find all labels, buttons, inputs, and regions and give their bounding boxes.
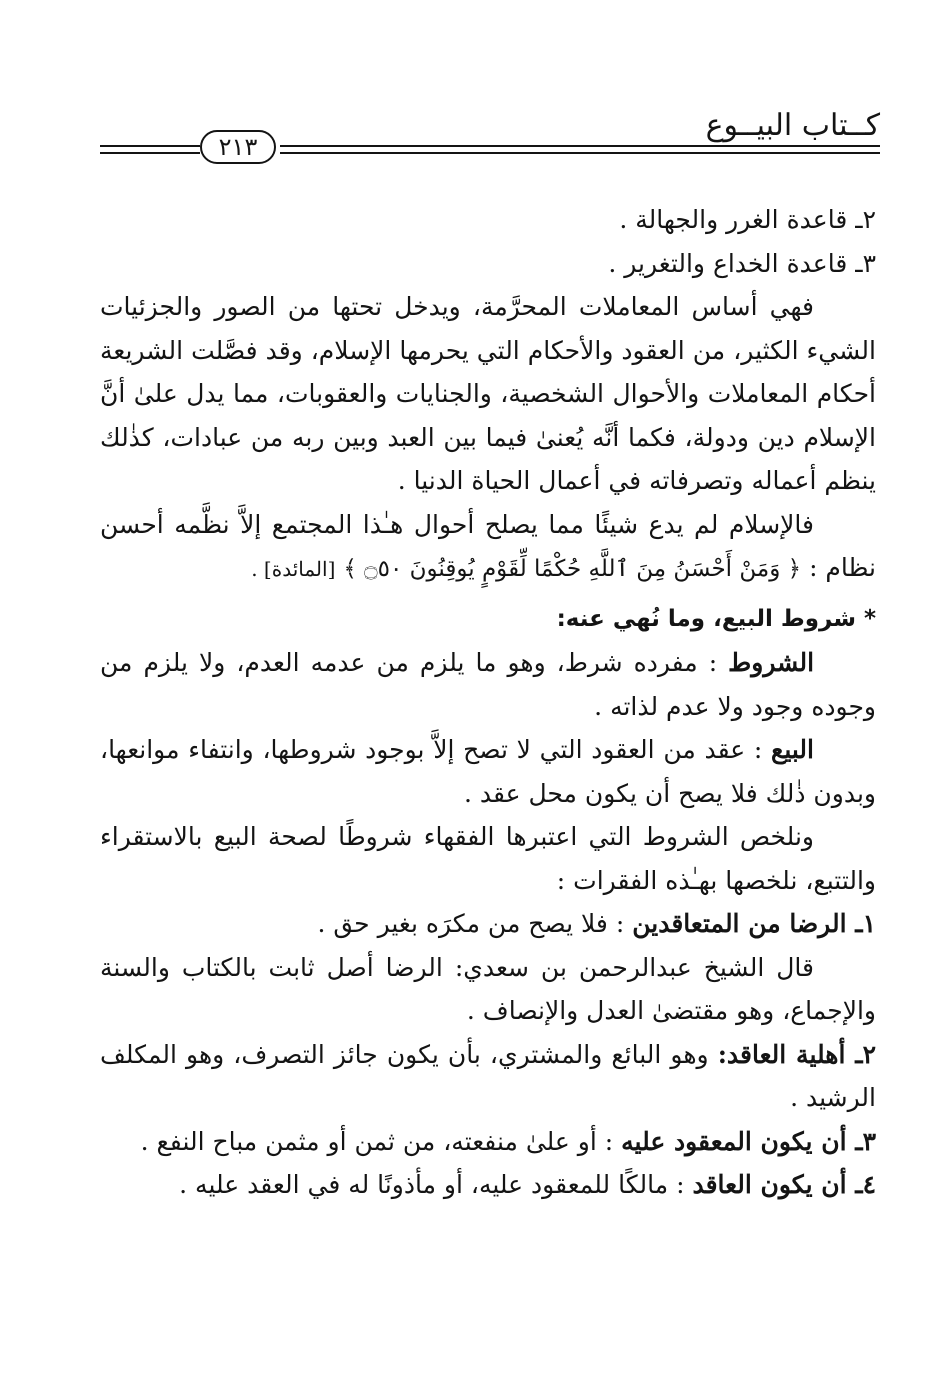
term-label: البيع [771,735,814,764]
header-rule [100,145,200,147]
page-header [100,100,880,180]
quran-verse: ﴿ وَمَنْ أَحْسَنُ مِنَ ٱللَّهِ حُكْمًا لِّقَوْمٍ يُوقِنُونَ ۝٥٠ ﴾ [343,556,802,582]
section-heading: * شروط البيع، وما نُهي عنه: [556,605,876,632]
condition-text: : مالكًا للمعقود عليه، أو مأذونًا له في العقد عليه . [179,1170,685,1199]
paragraph-summary: ونلخص الشروط التي اعتبرها الفقهاء شروطًا لصحة البيع بالاستقراء والتتبع، نلخصها بهـٰذه الفقرات : [100,822,876,895]
header-rule [100,152,200,154]
condition-label: ٤ـ أن يكون العاقد [692,1170,876,1199]
condition-3 [100,1120,876,1164]
condition-label: ١ـ الرضا من المتعاقدين [632,909,876,938]
condition-1 [100,902,876,946]
page-body [100,198,876,1207]
definition-text: : عقد من العقود التي لا تصح إلاَّ بوجود شروطها، وانتفاء موانعها، وبدون ذٰلك فلا يصح أن يكون محل عقد . [100,735,876,808]
condition-text: : فلا يصح من مكرَه بغير حق . [317,909,625,938]
condition-text: وهو البائع والمشتري، بأن يكون جائز التصرف، وهو المكلف الرشيد . [100,1039,876,1112]
definition-shurut [100,641,876,728]
condition-text: : أو علىٰ منفعته، من ثمن أو مثمن مباح النفع . [140,1126,614,1156]
rule-line-2: ٢ـ قاعدة الغرر والجهالة . [619,205,876,234]
rule-line-3: ٣ـ قاعدة الخداع والتغرير . [608,248,876,278]
condition-4 [100,1163,876,1207]
term-label: الشروط [728,648,815,677]
paragraph-islam-rules: فهي أساس المعاملات المحرَّمة، ويدخل تحتها من الصور والجزئيات الشيء الكثير، من العقود والأحكام التي يحرمها الإسلام، وقد فصَّلت الشريعة أحكام المعاملات والأحوال الشخصية، والجنايات والعقوبات، مما يدل علىٰ أنَّ الإسلام دين ودولة، فكما أنَّه يُعنىٰ فيما بين العبد وبين ربه من عبادات، كذٰلك ينظم أعماله وتصرفاته في أعمال الحياة الدنيا . [100,292,876,495]
header-rule [280,152,880,154]
book-title: كــتاب البيــوع [705,108,880,143]
paragraph-quote: قال الشيخ عبدالرحمن بن سعدي: الرضا أصل ثابت بالكتاب والسنة والإجماع، وهو مقتضىٰ العدل والإنصاف . [100,952,876,1025]
definition-text: : مفرده شرط، وهو ما يلزم من عدمه العدم، ولا يلزم من وجوده وجود ولا عدم لذاته . [100,648,876,721]
page-number: ٢١٣ [200,130,276,164]
header-rule [280,145,880,147]
condition-label: ٣ـ أن يكون المعقود عليه [621,1126,876,1156]
condition-label: ٢ـ أهلية العاقد: [717,1039,876,1069]
surah-reference: [المائدة] . [251,557,336,581]
condition-2 [100,1033,876,1120]
paragraph-text: فالإسلام لم يدع شيئًا مما يصلح أحوال هـٰذا المجتمع إلاَّ نظَّمه أحسن نظام : [100,509,876,582]
paragraph-islam-order [100,503,876,592]
definition-bay [100,728,876,815]
